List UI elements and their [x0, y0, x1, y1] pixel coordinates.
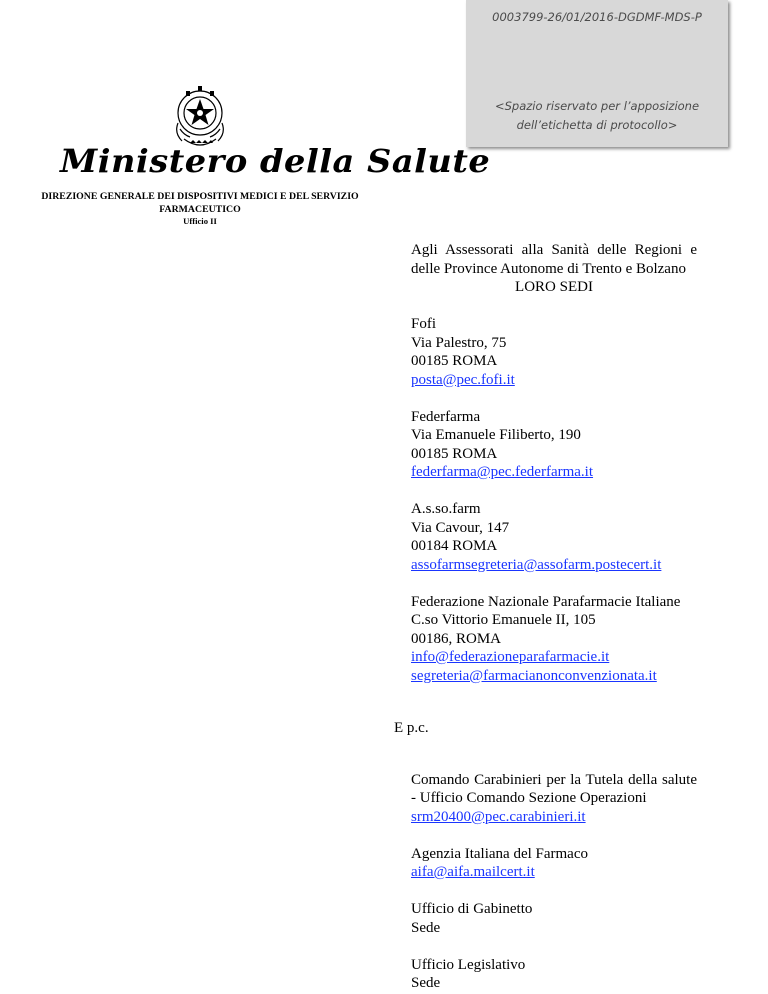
recipient-assessorati — [411, 241, 697, 297]
recipient-gabinetto — [411, 900, 697, 937]
recipients-list — [394, 241, 697, 993]
protocol-note-line2: dell’etichetta di protocollo> — [516, 118, 678, 132]
recipient-email-link[interactable]: federfarma@pec.federfarma.it — [411, 464, 594, 480]
recipient-carabinieri — [411, 771, 697, 827]
recipient-federfarma — [411, 408, 697, 482]
recipient-name: Fofi — [411, 316, 437, 332]
recipient-street: Via Cavour, 147 — [411, 519, 510, 536]
recipient-email-link[interactable]: segreteria@farmacianonconvenzionata.it — [411, 667, 657, 684]
recipient-legislativo — [411, 956, 697, 993]
directorate-line2: FARMACEUTICO — [159, 204, 241, 215]
recipient-parafarmacie — [411, 593, 697, 686]
recipient-sede: Sede — [411, 975, 441, 991]
recipient-email-link[interactable]: posta@pec.fofi.it — [411, 371, 515, 388]
recipient-street: C.so Vittorio Emanuele II, 105 — [411, 612, 596, 628]
recipient-email-link[interactable]: aifa@aifa.mailcert.it — [411, 864, 535, 880]
recipient-name: Comando Carabinieri per la Tutela della salute - Ufficio Comando Sezione Operazioni — [411, 771, 697, 806]
ministry-title: Ministero della Salute — [60, 142, 491, 180]
recipient-name: A.s.so.farm — [411, 501, 481, 517]
directorate-line1: DIREZIONE GENERALE DEI DISPOSITIVI MEDICI E DEL SERVIZIO — [41, 191, 359, 202]
recipient-loro-sedi: LORO SEDI — [515, 279, 593, 295]
recipient-name: Agenzia Italiana del Farmaco — [411, 845, 588, 862]
office-name: Ufficio II — [183, 216, 217, 226]
recipient-name: Federfarma — [411, 408, 481, 425]
protocol-note-line1: <Spazio riservato per l’apposizione — [494, 99, 700, 113]
recipient-email-link[interactable]: assofarmsegreteria@assofarm.postecert.it — [411, 556, 662, 573]
recipient-sede: Sede — [411, 919, 441, 936]
recipient-email-link[interactable]: srm20400@pec.carabinieri.it — [411, 808, 586, 825]
directorate-name — [30, 190, 370, 216]
protocol-label-box — [466, 0, 728, 147]
recipient-city: 00185 ROMA — [411, 445, 498, 462]
recipient-street: Via Emanuele Filiberto, 190 — [411, 427, 581, 443]
recipient-aifa — [411, 845, 697, 882]
recipient-street: Via Palestro, 75 — [411, 334, 507, 351]
recipient-fofi — [411, 315, 697, 389]
recipient-email-link[interactable]: info@federazioneparafarmacie.it — [411, 649, 610, 665]
recipient-city: 00185 ROMA — [411, 353, 498, 369]
protocol-number: 0003799-26/01/2016-DGDMF-MDS-P — [492, 10, 702, 24]
epc-label: E p.c. — [394, 719, 429, 736]
recipient-city: 00186, ROMA — [411, 630, 502, 647]
recipient-assessorati-text: Agli Assessorati alla Sanità delle Regioni e delle Province Autonome di Trento e Bolzano — [411, 242, 697, 277]
recipient-name: Federazione Nazionale Parafarmacie Italiane — [411, 593, 681, 610]
recipient-name: Ufficio Legislativo — [411, 956, 526, 973]
recipient-city: 00184 ROMA — [411, 538, 498, 554]
recipient-assofarm — [411, 500, 697, 574]
protocol-note — [466, 97, 728, 135]
recipient-name: Ufficio di Gabinetto — [411, 901, 533, 917]
